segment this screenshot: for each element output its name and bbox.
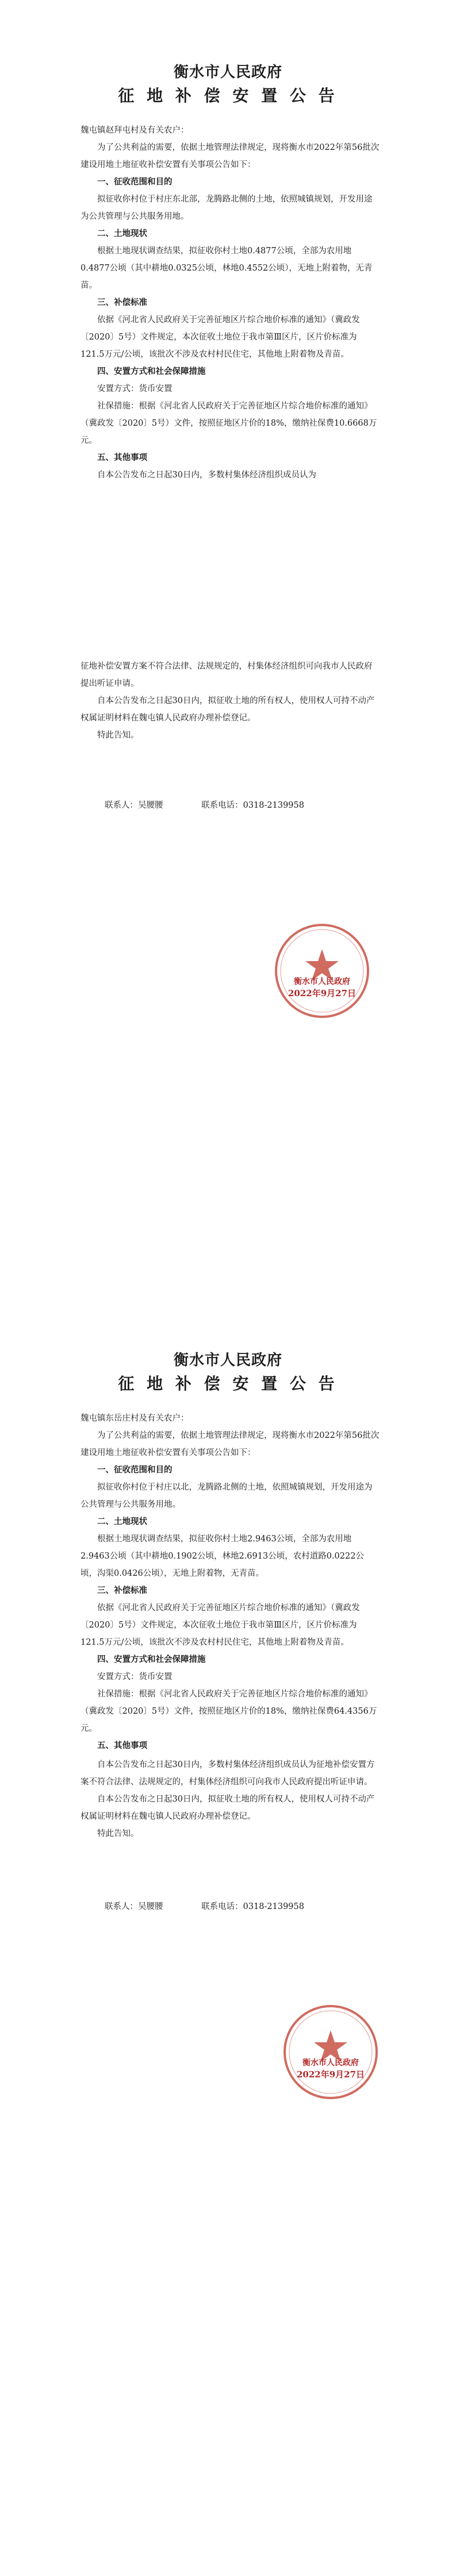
section-4-placement: 安置方式：货币安置: [97, 384, 173, 394]
section-4-heading: 四、安置方式和社会保障措施: [97, 1655, 206, 1664]
notice-body: [81, 1410, 380, 1754]
section-2-text: 根据土地现状调查结果，拟征收你村土地2.9463公顷，全部为农用地2.9463公顷（其中耕地0.1902公顷，林地2.6913公顷，农村道路0.0222公顷，沟渠0.0426公顷），无地上附着物，无青苗。: [81, 1534, 364, 1578]
section-3-text: 依据《河北省人民政府关于完善征地区片综合地价标准的通知》（冀政发〔2020〕5号）文件规定，本次征收土地位于我市第Ⅲ区片，区片价标准为121.5万元/公顷，该批次不涉及农村村民住宅，其他地上附着物及青苗。: [81, 1603, 360, 1647]
notice-title-line1: 衡水市人民政府: [173, 64, 282, 81]
section-5-registration: 自本公告发布之日起30日内，拟征收土地的所有权人，使用权人可持不动产权属证明材料在魏屯镇人民政府办理补偿登记。: [81, 696, 375, 723]
seal-date: 2022年9月27日: [288, 988, 357, 998]
section-4-social-security: 社保措施：根据《河北省人民政府关于完善征地区片综合地价标准的通知》（冀政发〔2020〕5号）文件，按照征地区片价的18%，缴纳社保费10.6668万元。: [81, 402, 377, 445]
notice-title-line2: 征 地 补 偿 安 置 公 告: [118, 1374, 338, 1393]
contact-phone: 联系电话：0318-2139958: [201, 801, 304, 810]
section-2-heading: 二、土地现状: [97, 229, 147, 238]
seal-org-name: 衡水市人民政府: [294, 977, 350, 986]
closing: 特此告知。: [97, 1829, 139, 1838]
seal-org-name: 衡水市人民政府: [302, 2058, 359, 2068]
section-5-heading: 五、其他事项: [97, 1741, 147, 1750]
seal-date: 2022年9月27日: [296, 2069, 365, 2080]
closing: 特此告知。: [97, 731, 139, 740]
section-1-text: 拟征收你村位于村庄以北，龙腾路北侧的土地，依照城镇规划，开发用途为公共管理与公共服务用地。: [81, 1483, 373, 1509]
official-seal: [279, 2000, 382, 2104]
section-5-registration: 自本公告发布之日起30日内，拟征收土地的所有权人，使用权人可持不动产权属证明材料在魏屯镇人民政府办理补偿登记。: [81, 1795, 375, 1821]
intro-paragraph: 为了公共利益的需要，依据土地管理法律规定，现将衡水市2022年第56批次建设用地土地征收补偿安置有关事项公告如下：: [81, 1431, 380, 1457]
section-3-heading: 三、补偿标准: [97, 1586, 147, 1595]
section-2-text: 根据土地现状调查结果，拟征收你村土地0.4877公顷，全部为农用地0.4877公顷（其中耕地0.0325公顷，林地0.4552公顷），无地上附着物，无青苗。: [81, 246, 373, 290]
seal-stamp-icon: [270, 919, 374, 1023]
section-1-heading: 一、征收范围和目的: [97, 177, 173, 187]
notice-tail: [81, 1756, 380, 1842]
section-5-heading: 五、其他事项: [97, 453, 147, 462]
contact-person: 联系人：吴腰腰: [105, 801, 163, 810]
intro-paragraph: 为了公共利益的需要，依据土地管理法律规定，现将衡水市2022年第56批次建设用地土地征收补偿安置有关事项公告如下：: [81, 143, 380, 169]
section-1-text: 拟征收你村位于村庄东北部，龙腾路北侧的土地，依照城镇规划，开发用途为公共管理与公共服务用地。: [81, 195, 373, 221]
seal-stamp-icon: [279, 2000, 382, 2104]
official-seal: [270, 919, 374, 1023]
section-5-text-start: 自本公告发布之日起30日内，多数村集体经济组织成员认为: [97, 471, 316, 480]
section-4-heading: 四、安置方式和社会保障措施: [97, 367, 206, 376]
contact-line: [105, 1900, 304, 1912]
section-2-heading: 二、土地现状: [97, 1517, 147, 1526]
contact-line: [105, 799, 304, 811]
notice-body: [81, 122, 380, 484]
section-1-heading: 一、征收范围和目的: [97, 1465, 173, 1475]
contact-person: 联系人：吴腰腰: [105, 1902, 163, 1911]
notice-title-line1: 衡水市人民政府: [173, 1352, 282, 1369]
notice-title-line2: 征 地 补 偿 安 置 公 告: [118, 86, 338, 105]
notice-2: [0, 1288, 456, 2576]
contact-phone: 联系电话：0318-2139958: [201, 1902, 304, 1911]
section-5-text-continued: 征地补偿安置方案不符合法律、法规规定的，村集体经济组织可向我市人民政府提出听证申请。: [81, 662, 373, 688]
section-4-social-security: 社保措施：根据《河北省人民政府关于完善征地区片综合地价标准的通知》（冀政发〔2020〕5号）文件，按照征地区片价的18%，缴纳社保费64.4356万元。: [81, 1690, 377, 1733]
section-5-hearing: 自本公告发布之日起30日内，多数村集体经济组织成员认为征地补偿安置方案不符合法律、法规规定的，村集体经济组织可向我市人民政府提出听证申请。: [81, 1760, 375, 1787]
salutation: 魏屯镇东岳庄村及有关农户：: [81, 1414, 189, 1423]
notice-tail: [81, 658, 380, 744]
section-4-placement: 安置方式：货币安置: [97, 1672, 173, 1682]
section-3-text: 依据《河北省人民政府关于完善征地区片综合地价标准的通知》（冀政发〔2020〕5号）文件规定，本次征收土地位于我市第Ⅲ区片，区片价标准为121.5万元/公顷，该批次不涉及农村村民住宅，其他地上附着物及青苗。: [81, 315, 360, 359]
salutation: 魏屯镇赵拜屯村及有关农户：: [81, 126, 189, 135]
section-3-heading: 三、补偿标准: [97, 298, 147, 307]
